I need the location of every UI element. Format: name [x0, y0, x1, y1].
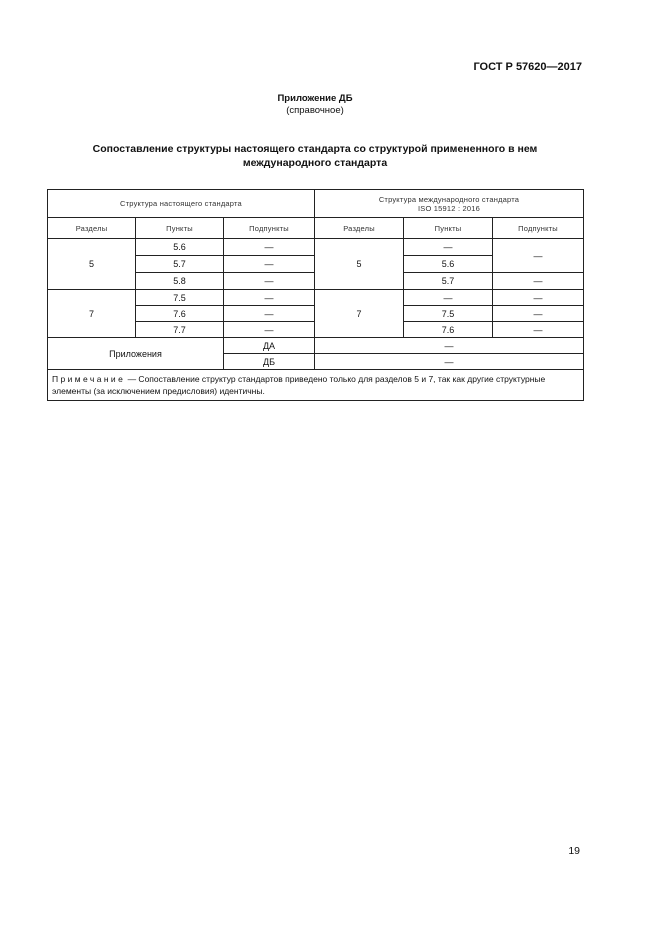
section-cell: 5	[48, 239, 136, 290]
subpoint-cell: —	[224, 290, 315, 306]
col-header: Пункты	[404, 218, 493, 239]
group-header-international	[315, 190, 584, 218]
point-cell: 7.7	[136, 322, 224, 338]
annex-block	[0, 93, 630, 117]
point-cell: —	[404, 239, 493, 256]
appendices-label-cell: Приложения	[48, 338, 224, 370]
appendix-match-cell: —	[315, 354, 584, 370]
point-cell: 5.6	[404, 256, 493, 273]
group-header-international-line1: Структура международного стандарта	[378, 194, 520, 204]
section-cell: 7	[315, 290, 404, 338]
column-header-row	[48, 218, 584, 239]
document-code: ГОСТ Р 57620—2017	[473, 61, 582, 73]
subpoint-cell: —	[224, 273, 315, 290]
point-cell: 7.5	[136, 290, 224, 306]
table-row	[48, 338, 584, 354]
col-header: Подпункты	[493, 218, 584, 239]
point-cell: 5.7	[136, 256, 224, 273]
section-cell: 5	[315, 239, 404, 290]
subpoint-cell: —	[224, 322, 315, 338]
subpoint-cell: —	[224, 256, 315, 273]
subpoint-cell: —	[493, 273, 584, 290]
table-row	[48, 290, 584, 306]
note-row	[48, 370, 584, 401]
subpoint-cell: —	[493, 239, 584, 273]
point-cell: 5.8	[136, 273, 224, 290]
group-header-row	[48, 190, 584, 218]
point-cell: 7.6	[404, 322, 493, 338]
point-cell: 7.6	[136, 306, 224, 322]
subpoint-cell: —	[493, 290, 584, 306]
appendix-cell: ДБ	[224, 354, 315, 370]
appendix-match-cell: —	[315, 338, 584, 354]
subpoint-cell: —	[493, 322, 584, 338]
point-cell: 5.7	[404, 273, 493, 290]
structure-comparison-table	[47, 189, 584, 401]
table-row	[48, 239, 584, 256]
table-heading-line2: международного стандарта	[242, 157, 388, 169]
group-header-international-line2: ISO 15912 : 2016	[418, 203, 480, 213]
point-cell: —	[404, 290, 493, 306]
point-cell: 7.5	[404, 306, 493, 322]
note-prefix: Примечание	[52, 374, 126, 384]
note-text: — Сопоставление структур стандартов приведено только для разделов 5 и 7, так как другие структурные элементы (за исключением предисловия) идентичны.	[52, 374, 546, 396]
subpoint-cell: —	[493, 306, 584, 322]
table-heading	[48, 142, 582, 170]
col-header: Подпункты	[224, 218, 315, 239]
subpoint-cell: —	[224, 306, 315, 322]
section-cell: 7	[48, 290, 136, 338]
page-number: 19	[568, 845, 580, 857]
annex-subtitle: (справочное)	[286, 105, 344, 116]
col-header: Разделы	[48, 218, 136, 239]
annex-title: Приложение ДБ	[277, 93, 353, 104]
table-heading-line1: Сопоставление структуры настоящего стандарта со структурой примененного в нем	[92, 143, 538, 155]
point-cell: 5.6	[136, 239, 224, 256]
group-header-national: Структура настоящего стандарта	[48, 190, 315, 218]
table-note	[48, 370, 584, 401]
col-header: Разделы	[315, 218, 404, 239]
col-header: Пункты	[136, 218, 224, 239]
subpoint-cell: —	[224, 239, 315, 256]
appendix-cell: ДА	[224, 338, 315, 354]
